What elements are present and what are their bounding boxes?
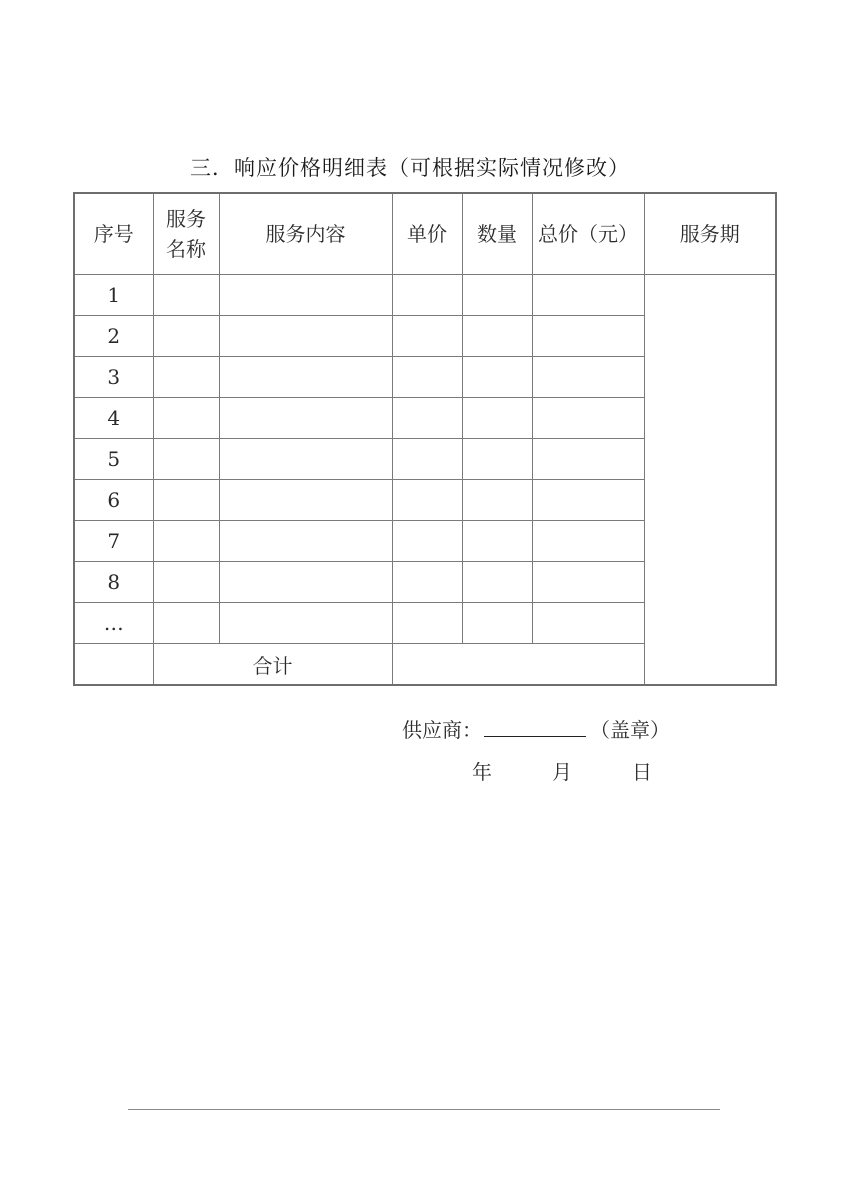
cell-total-price[interactable] [532, 521, 644, 562]
footer-divider [128, 1109, 720, 1110]
cell-quantity[interactable] [462, 603, 532, 644]
cell-unit-price[interactable] [392, 275, 462, 316]
supplier-label: 供应商： [402, 718, 482, 742]
cell-unit-price[interactable] [392, 439, 462, 480]
cell-service-name[interactable] [153, 357, 219, 398]
cell-service-content[interactable] [219, 562, 392, 603]
cell-service-name[interactable] [153, 521, 219, 562]
cell-unit-price[interactable] [392, 521, 462, 562]
cell-quantity[interactable] [462, 398, 532, 439]
cell-service-content[interactable] [219, 316, 392, 357]
cell-total-price[interactable] [532, 357, 644, 398]
header-service-name-line1: 服务 [166, 207, 206, 231]
cell-service-content[interactable] [219, 439, 392, 480]
cell-unit-price[interactable] [392, 398, 462, 439]
cell-service-name[interactable] [153, 398, 219, 439]
cell-quantity[interactable] [462, 521, 532, 562]
total-amount-cell[interactable] [392, 644, 644, 686]
cell-service-period[interactable] [644, 275, 776, 686]
row-seq: 4 [74, 398, 153, 439]
cell-quantity[interactable] [462, 357, 532, 398]
cell-unit-price[interactable] [392, 603, 462, 644]
cell-service-name[interactable] [153, 562, 219, 603]
supplier-signature [402, 714, 670, 743]
total-label: 合计 [153, 644, 392, 686]
header-unit-price: 单价 [392, 193, 462, 275]
cell-total-price[interactable] [532, 480, 644, 521]
row-seq: 7 [74, 521, 153, 562]
date-month: 月 [552, 760, 572, 784]
cell-service-content[interactable] [219, 480, 392, 521]
header-service-name-line2: 名称 [166, 237, 206, 261]
cell-unit-price[interactable] [392, 562, 462, 603]
row-seq: 8 [74, 562, 153, 603]
cell-service-name[interactable] [153, 316, 219, 357]
supplier-name-blank[interactable] [484, 716, 586, 737]
cell-service-name[interactable] [153, 480, 219, 521]
row-seq: 2 [74, 316, 153, 357]
cell-service-content[interactable] [219, 275, 392, 316]
header-quantity: 数量 [462, 193, 532, 275]
cell-total-price[interactable] [532, 316, 644, 357]
cell-unit-price[interactable] [392, 357, 462, 398]
cell-service-name[interactable] [153, 275, 219, 316]
price-detail-table [73, 192, 777, 686]
date-day: 日 [632, 760, 652, 784]
table-row [74, 275, 776, 316]
row-seq: … [74, 603, 153, 644]
cell-total-price[interactable] [532, 439, 644, 480]
cell-quantity[interactable] [462, 480, 532, 521]
cell-unit-price[interactable] [392, 316, 462, 357]
row-seq: 3 [74, 357, 153, 398]
table-header-row [74, 193, 776, 275]
header-total-price: 总价（元） [532, 193, 644, 275]
cell-quantity[interactable] [462, 562, 532, 603]
cell-quantity[interactable] [462, 275, 532, 316]
cell-service-content[interactable] [219, 398, 392, 439]
date-year: 年 [472, 760, 492, 784]
cell-total-price[interactable] [532, 603, 644, 644]
cell-quantity[interactable] [462, 316, 532, 357]
cell-service-content[interactable] [219, 521, 392, 562]
seal-label: （盖章） [590, 718, 670, 742]
cell-total-price[interactable] [532, 398, 644, 439]
header-service-name [153, 193, 219, 275]
row-seq: 1 [74, 275, 153, 316]
cell-service-name[interactable] [153, 603, 219, 644]
cell-total-price[interactable] [532, 562, 644, 603]
cell-service-content[interactable] [219, 357, 392, 398]
row-seq: 5 [74, 439, 153, 480]
header-service-period: 服务期 [644, 193, 776, 275]
row-seq: 6 [74, 480, 153, 521]
header-seq: 序号 [74, 193, 153, 275]
cell-unit-price[interactable] [392, 480, 462, 521]
cell-quantity[interactable] [462, 439, 532, 480]
cell-service-content[interactable] [219, 603, 392, 644]
header-service-content: 服务内容 [219, 193, 392, 275]
cell-total-price[interactable] [532, 275, 644, 316]
total-seq-cell [74, 644, 153, 686]
cell-service-name[interactable] [153, 439, 219, 480]
page-title: 三．响应价格明细表（可根据实际情况修改） [190, 156, 630, 180]
